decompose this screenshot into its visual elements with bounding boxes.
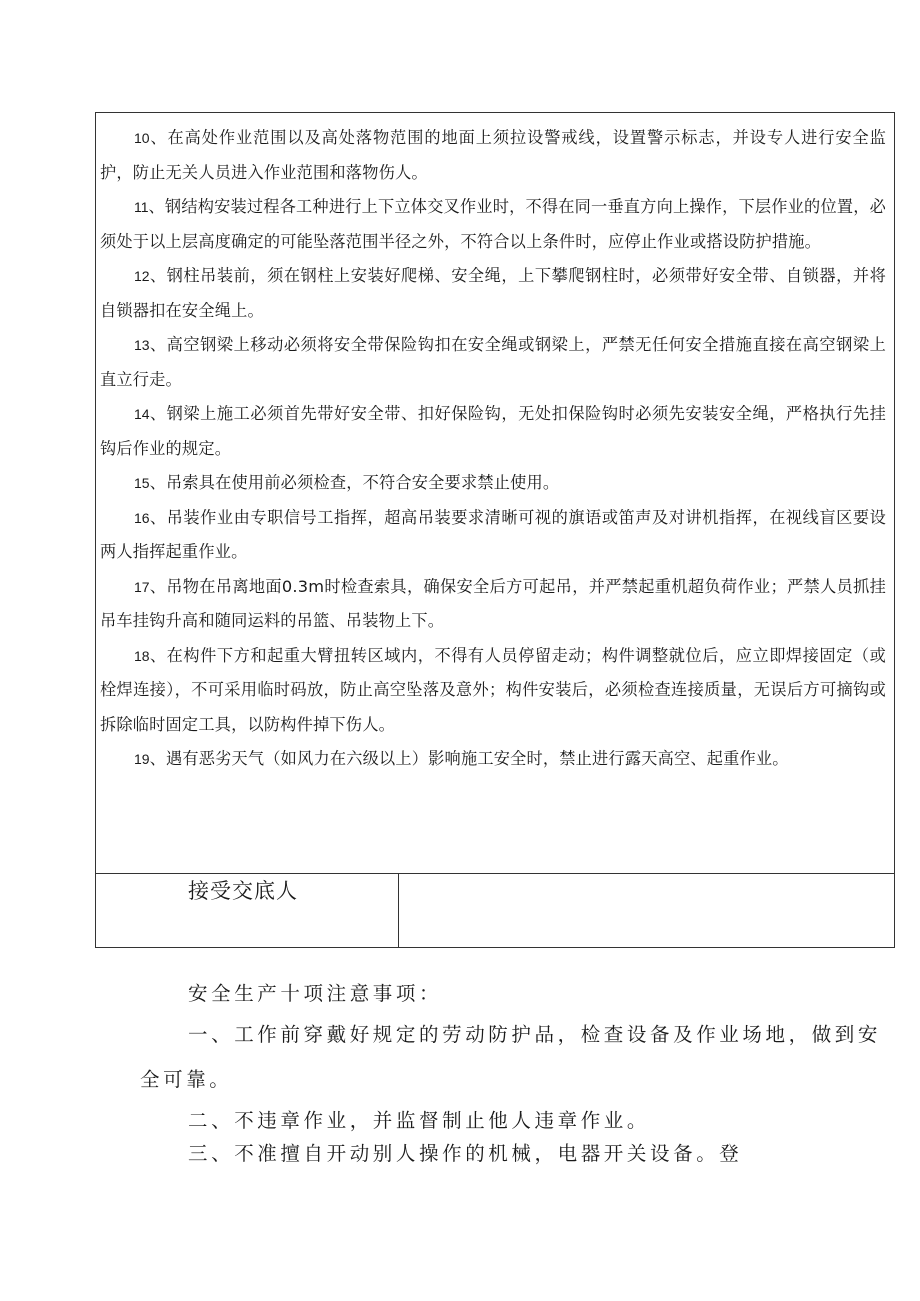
rules-cell [96, 113, 894, 874]
rule-item [100, 742, 886, 777]
note-item-2: 二、不违章作业，并监督制止他人违章作业。 [188, 1109, 651, 1132]
rule-item [100, 397, 886, 466]
rule-text: 、吊物在吊离地面0.3m时检查索具，确保安全后方可起吊，并严禁起重机超负荷作业；严禁人员抓挂吊车挂钩升高和随同运料的吊篮、吊装物上下。 [100, 576, 886, 630]
rule-number: 18 [134, 647, 150, 664]
rule-text: 、在构件下方和起重大臂扭转区域内，不得有人员停留走动；构件调整就位后，应立即焊接固定（或栓焊连接），不可采用临时码放，防止高空坠落及意外；构件安装后，必须检查连接质量，无误后方可摘钩或拆除临时固定工具，以防构件掉下伤人。 [100, 645, 886, 734]
rule-item [100, 328, 886, 397]
rule-number: 12 [134, 268, 150, 284]
rule-number: 10 [134, 130, 150, 146]
rule-item [100, 259, 886, 328]
note-item-1-line-1: 一、工作前穿戴好规定的劳动防护品，检查设备及作业场地，做到安 [188, 1023, 882, 1046]
rule-number: 14 [134, 406, 150, 422]
rule-text: 、钢梁上施工必须首先带好安全带、扣好保险钩，无处扣保险钩时必须先安装安全绳，严格执行先挂钩后作业的规定。 [100, 404, 886, 458]
rule-item [100, 121, 886, 190]
rule-number: 13 [134, 337, 150, 353]
rule-text: 、钢柱吊装前，须在钢柱上安装好爬梯、安全绳，上下攀爬钢柱时，必须带好安全带、自锁器，并将自锁器扣在安全绳上。 [100, 266, 886, 320]
rule-number: 11 [134, 199, 149, 215]
rule-list [100, 121, 886, 777]
rule-text: 、吊索具在使用前必须检查，不符合安全要求禁止使用。 [149, 473, 560, 492]
rule-text: 、高空钢梁上移动必须将安全带保险钩扣在安全绳或钢梁上，严禁无任何安全措施直接在高空钢梁上直立行走。 [100, 335, 886, 389]
notes-heading: 安全生产十项注意事项： [188, 982, 443, 1005]
recipient-label-cell [96, 874, 399, 947]
rule-item [100, 639, 886, 743]
recipient-label: 接受交底人 [188, 879, 298, 903]
rule-number: 15 [134, 475, 150, 491]
rule-number: 19 [134, 751, 150, 767]
rule-text: 、钢结构安装过程各工种进行上下立体交叉作业时，不得在同一垂直方向上操作，下层作业的位置，必须处于以上层高度确定的可能坠落范围半径之外，不符合以上条件时，应停止作业或搭设防护措施。 [100, 197, 886, 251]
note-item-3: 三、不准擅自开动别人操作的机械，电器开关设备。登 [188, 1142, 743, 1165]
rule-item [100, 190, 886, 259]
rule-item [100, 570, 886, 639]
rule-item [100, 466, 886, 501]
rule-text: 、遇有恶劣天气（如风力在六级以上）影响施工安全时，禁止进行露天高空、起重作业。 [149, 749, 789, 768]
rule-text: 、吊装作业由专职信号工指挥，超高吊装要求清晰可视的旗语或笛声及对讲机指挥，在视线盲区要设两人指挥起重作业。 [100, 507, 886, 561]
note-item-1-line-2: 全可靠。 [140, 1068, 233, 1091]
rule-number: 16 [134, 509, 150, 526]
disclosure-table [95, 112, 895, 948]
rule-text: 、在高处作业范围以及高处落物范围的地面上须拉设警戒线，设置警示标志，并设专人进行安全监护，防止无关人员进入作业范围和落物伤人。 [100, 128, 886, 182]
rule-number: 17 [134, 578, 150, 595]
recipient-signature-field[interactable] [399, 874, 894, 947]
rule-item [100, 501, 886, 570]
recipient-row [96, 874, 894, 947]
